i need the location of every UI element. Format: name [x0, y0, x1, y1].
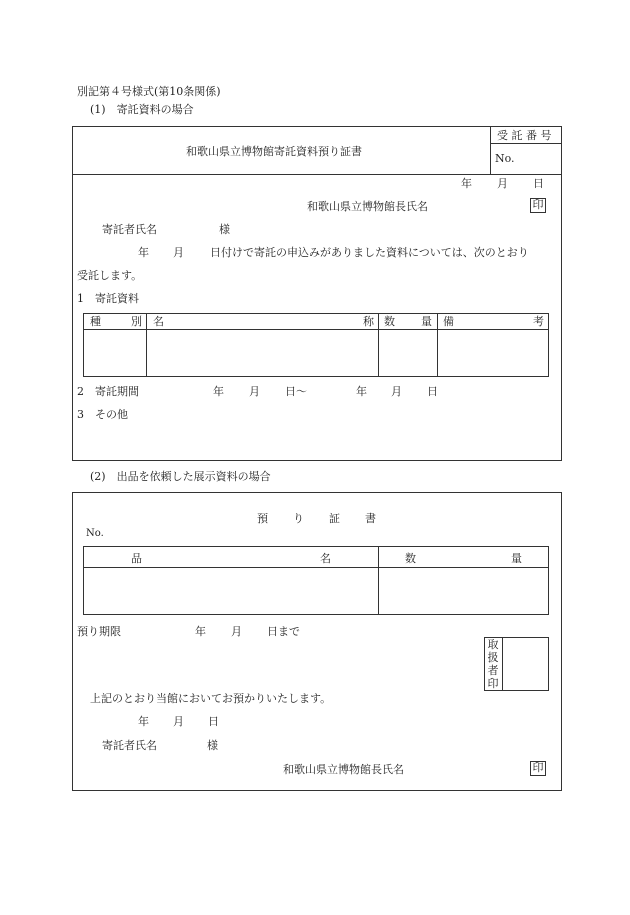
deadline-until: 日まで	[267, 625, 300, 638]
form1-body-month: 月	[173, 246, 184, 259]
form1-depositor-sama: 様	[219, 223, 230, 236]
deposit-header-quantity: 数 量	[384, 315, 432, 328]
period-month-2: 月	[391, 385, 402, 398]
section2-title: (2) 出品を依頼した展示資料の場合	[90, 470, 271, 483]
form1-date-year: 年	[461, 177, 472, 190]
form2-date-day: 日	[208, 715, 219, 728]
form1-item2: 2 寄託期間	[77, 385, 139, 398]
form1-title: 和歌山県立博物館寄託資料預り証書	[186, 145, 362, 158]
deposit-header-remarks: 備 考	[443, 315, 544, 328]
deposit-table-header-line	[83, 329, 549, 330]
form-label: 別記第４号様式(第10条関係)	[77, 85, 221, 98]
period-year-2: 年	[356, 385, 367, 398]
handler-seal-label: 取扱者印	[487, 638, 499, 690]
form2-depositor-label: 寄託者氏名	[102, 739, 157, 752]
deposit-table-col2	[378, 313, 379, 377]
period-day-1: 日〜	[285, 385, 307, 398]
deadline-year: 年	[195, 625, 206, 638]
exhibit-table-header-line	[83, 567, 549, 568]
form2-director-name-label: 和歌山県立博物館長氏名	[283, 763, 404, 776]
form1-number-prefix: No.	[495, 152, 515, 165]
form1-body-line1: 日付けで寄託の申込みがありました資料については、次のとおり	[210, 246, 529, 259]
form2-seal: 印	[530, 761, 546, 776]
form2-date-month: 月	[173, 715, 184, 728]
section1-title: (1) 寄託資料の場合	[90, 103, 194, 116]
form1-title-divider	[72, 174, 562, 175]
form2-date-year: 年	[138, 715, 149, 728]
form1-body-line2: 受託します。	[77, 269, 143, 282]
period-day-2: 日	[427, 385, 438, 398]
exhibit-header-item: 品 名	[131, 552, 331, 565]
form1-number-cell-midline	[490, 143, 562, 144]
form1-depositor-label: 寄託者氏名	[102, 223, 157, 236]
deadline-label: 預り期限	[77, 625, 121, 638]
handler-seal-divider	[502, 637, 503, 691]
exhibit-header-quantity: 数 量	[405, 552, 522, 565]
period-year-1: 年	[213, 385, 224, 398]
form1-date-month: 月	[497, 177, 508, 190]
deposit-header-type: 種 別	[90, 315, 142, 328]
form2-statement: 上記のとおり当館においてお預かりいたします。	[90, 692, 332, 705]
form1-body-year: 年	[138, 246, 149, 259]
deposit-table-col3	[437, 313, 438, 377]
deadline-month: 月	[231, 625, 242, 638]
exhibit-table-col1	[378, 546, 379, 615]
form1-item3: 3 その他	[77, 408, 128, 421]
form1-item1: 1 寄託資料	[77, 292, 139, 305]
form1-number-cell-divider	[490, 126, 491, 174]
form1-box	[72, 126, 562, 461]
form1-date-day: 日	[533, 177, 544, 190]
form1-receipt-number-label: 受 託 番 号	[497, 129, 552, 142]
form1-seal: 印	[530, 198, 546, 213]
period-month-1: 月	[249, 385, 260, 398]
form1-director-name-label: 和歌山県立博物館長氏名	[307, 200, 428, 213]
deposit-table-col1	[146, 313, 147, 377]
form2-title: 預 り 証 書	[257, 512, 376, 525]
form2-number-prefix: No.	[86, 528, 104, 539]
form2-depositor-sama: 様	[207, 739, 218, 752]
deposit-header-name: 名 称	[153, 315, 374, 328]
